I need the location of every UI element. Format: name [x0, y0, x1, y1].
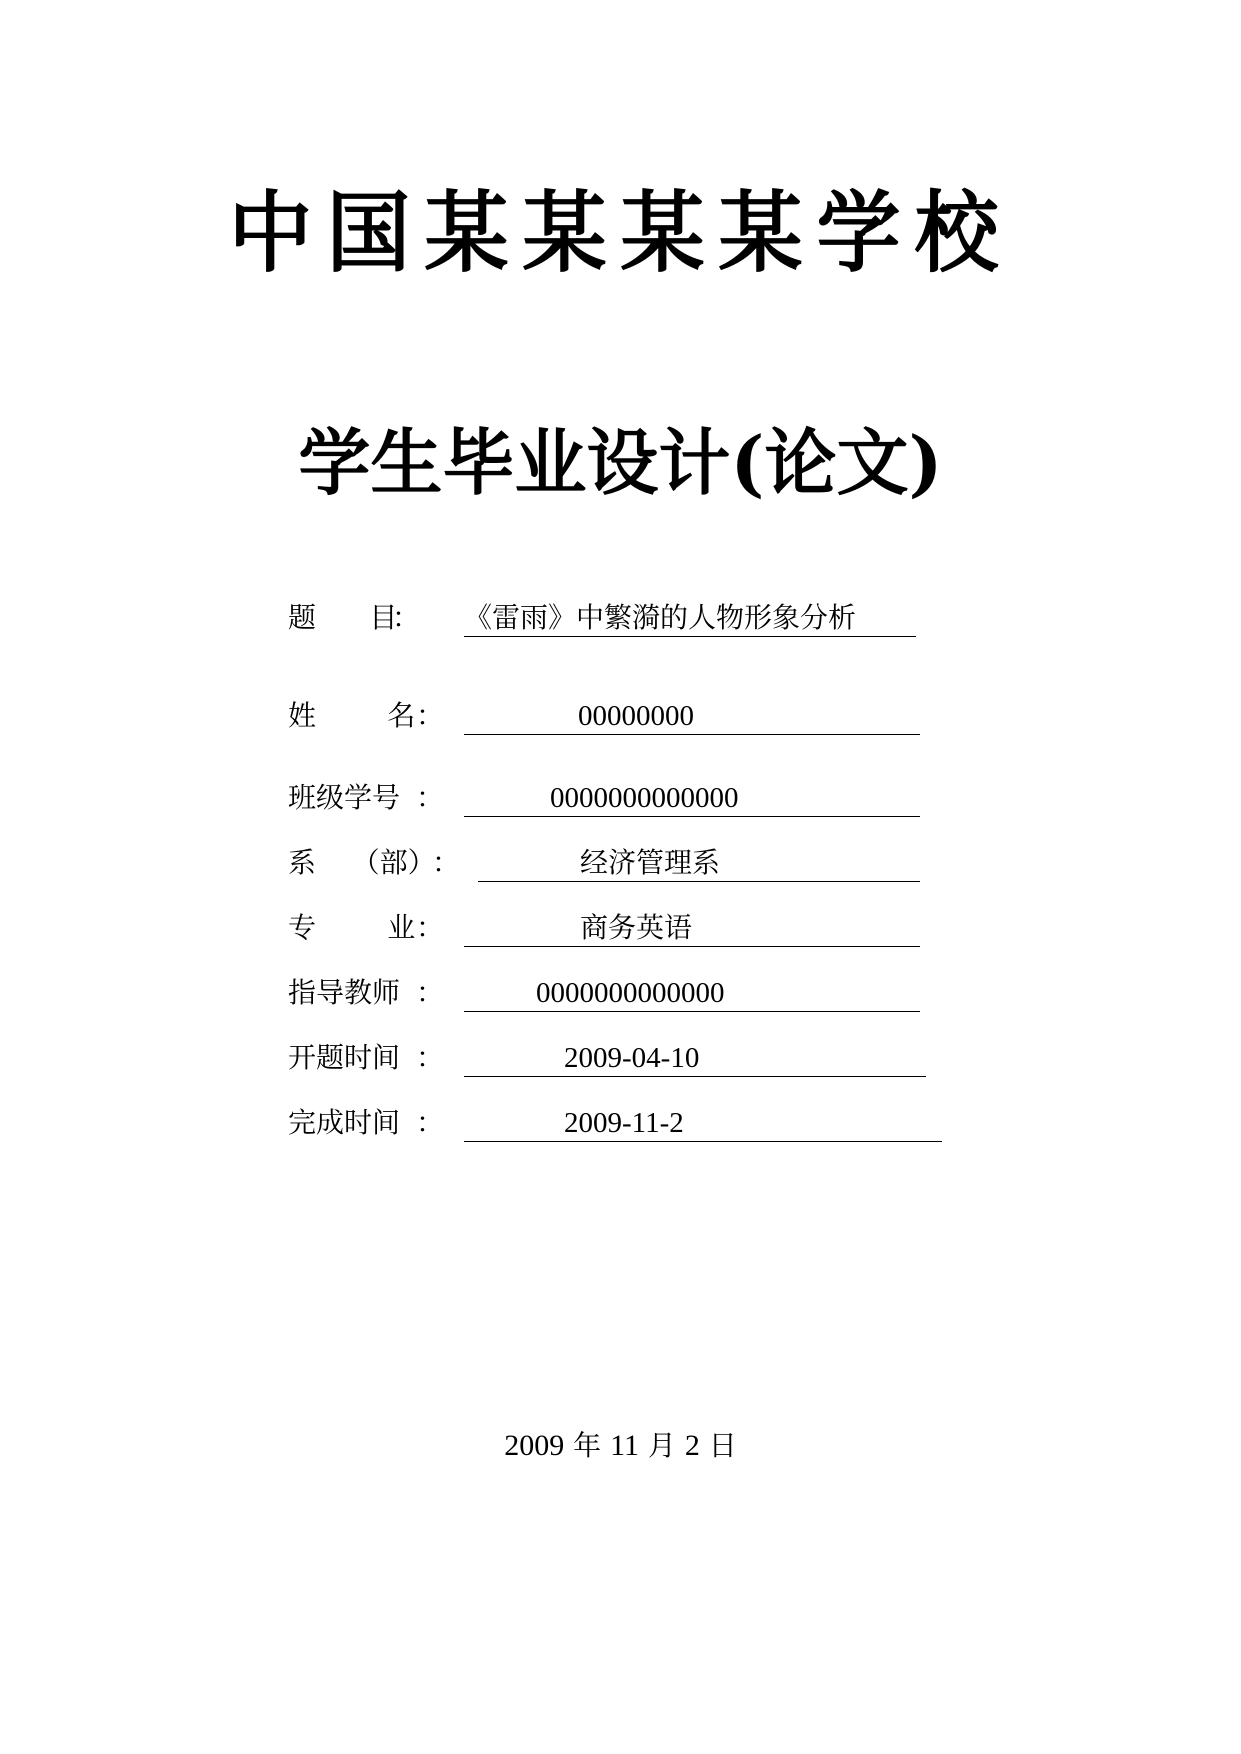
major-value: 商务英语	[580, 911, 693, 944]
topic-label: 题 目	[288, 601, 398, 634]
class-id-colon: ：	[416, 781, 445, 814]
topic-colon: ：	[392, 601, 421, 634]
finish-date-value: 2009-11-2	[564, 1107, 684, 1139]
advisor-value: 0000000000000	[536, 977, 725, 1009]
advisor-colon: ：	[416, 976, 445, 1009]
finish-date-field	[0, 1103, 1241, 1143]
department-label: 系 （部）	[288, 846, 436, 879]
advisor-field	[0, 973, 1241, 1013]
department-field	[0, 843, 1241, 883]
advisor-label: 指导教师	[288, 976, 401, 1009]
start-date-field	[0, 1038, 1241, 1078]
footer-year-unit: 年	[573, 1429, 602, 1462]
footer-day: 2	[684, 1429, 700, 1462]
footer-day-unit: 日	[708, 1429, 737, 1462]
finish-date-label: 完成时间	[288, 1106, 401, 1139]
start-date-label: 开题时间	[288, 1041, 401, 1074]
topic-value: 《雷雨》中繁漪的人物形象分析	[464, 601, 857, 634]
name-label: 姓 名	[288, 699, 416, 732]
school-name: 中国某某某某学校	[228, 180, 1013, 285]
footer-month: 11	[610, 1429, 639, 1462]
class-id-label: 班级学号	[288, 781, 401, 814]
department-colon: ：	[432, 846, 461, 879]
name-value: 00000000	[578, 700, 694, 732]
start-date-value: 2009-04-10	[564, 1042, 700, 1074]
name-colon: ：	[416, 699, 445, 732]
class-id-field	[0, 778, 1241, 818]
topic-field	[0, 598, 1241, 638]
footer-month-unit: 月	[647, 1429, 676, 1462]
major-label: 专 业	[288, 911, 416, 944]
major-field	[0, 908, 1241, 948]
document-title: 学生毕业设计(论文)	[298, 420, 943, 505]
finish-date-colon: ：	[416, 1106, 445, 1139]
start-date-colon: ：	[416, 1041, 445, 1074]
footer-date	[0, 1426, 1241, 1466]
major-colon: ：	[416, 911, 445, 944]
class-id-value: 0000000000000	[550, 782, 739, 814]
finish-date-underline	[464, 1103, 942, 1142]
department-value: 经济管理系	[580, 846, 721, 879]
footer-year: 2009	[504, 1429, 565, 1462]
name-field	[0, 696, 1241, 736]
